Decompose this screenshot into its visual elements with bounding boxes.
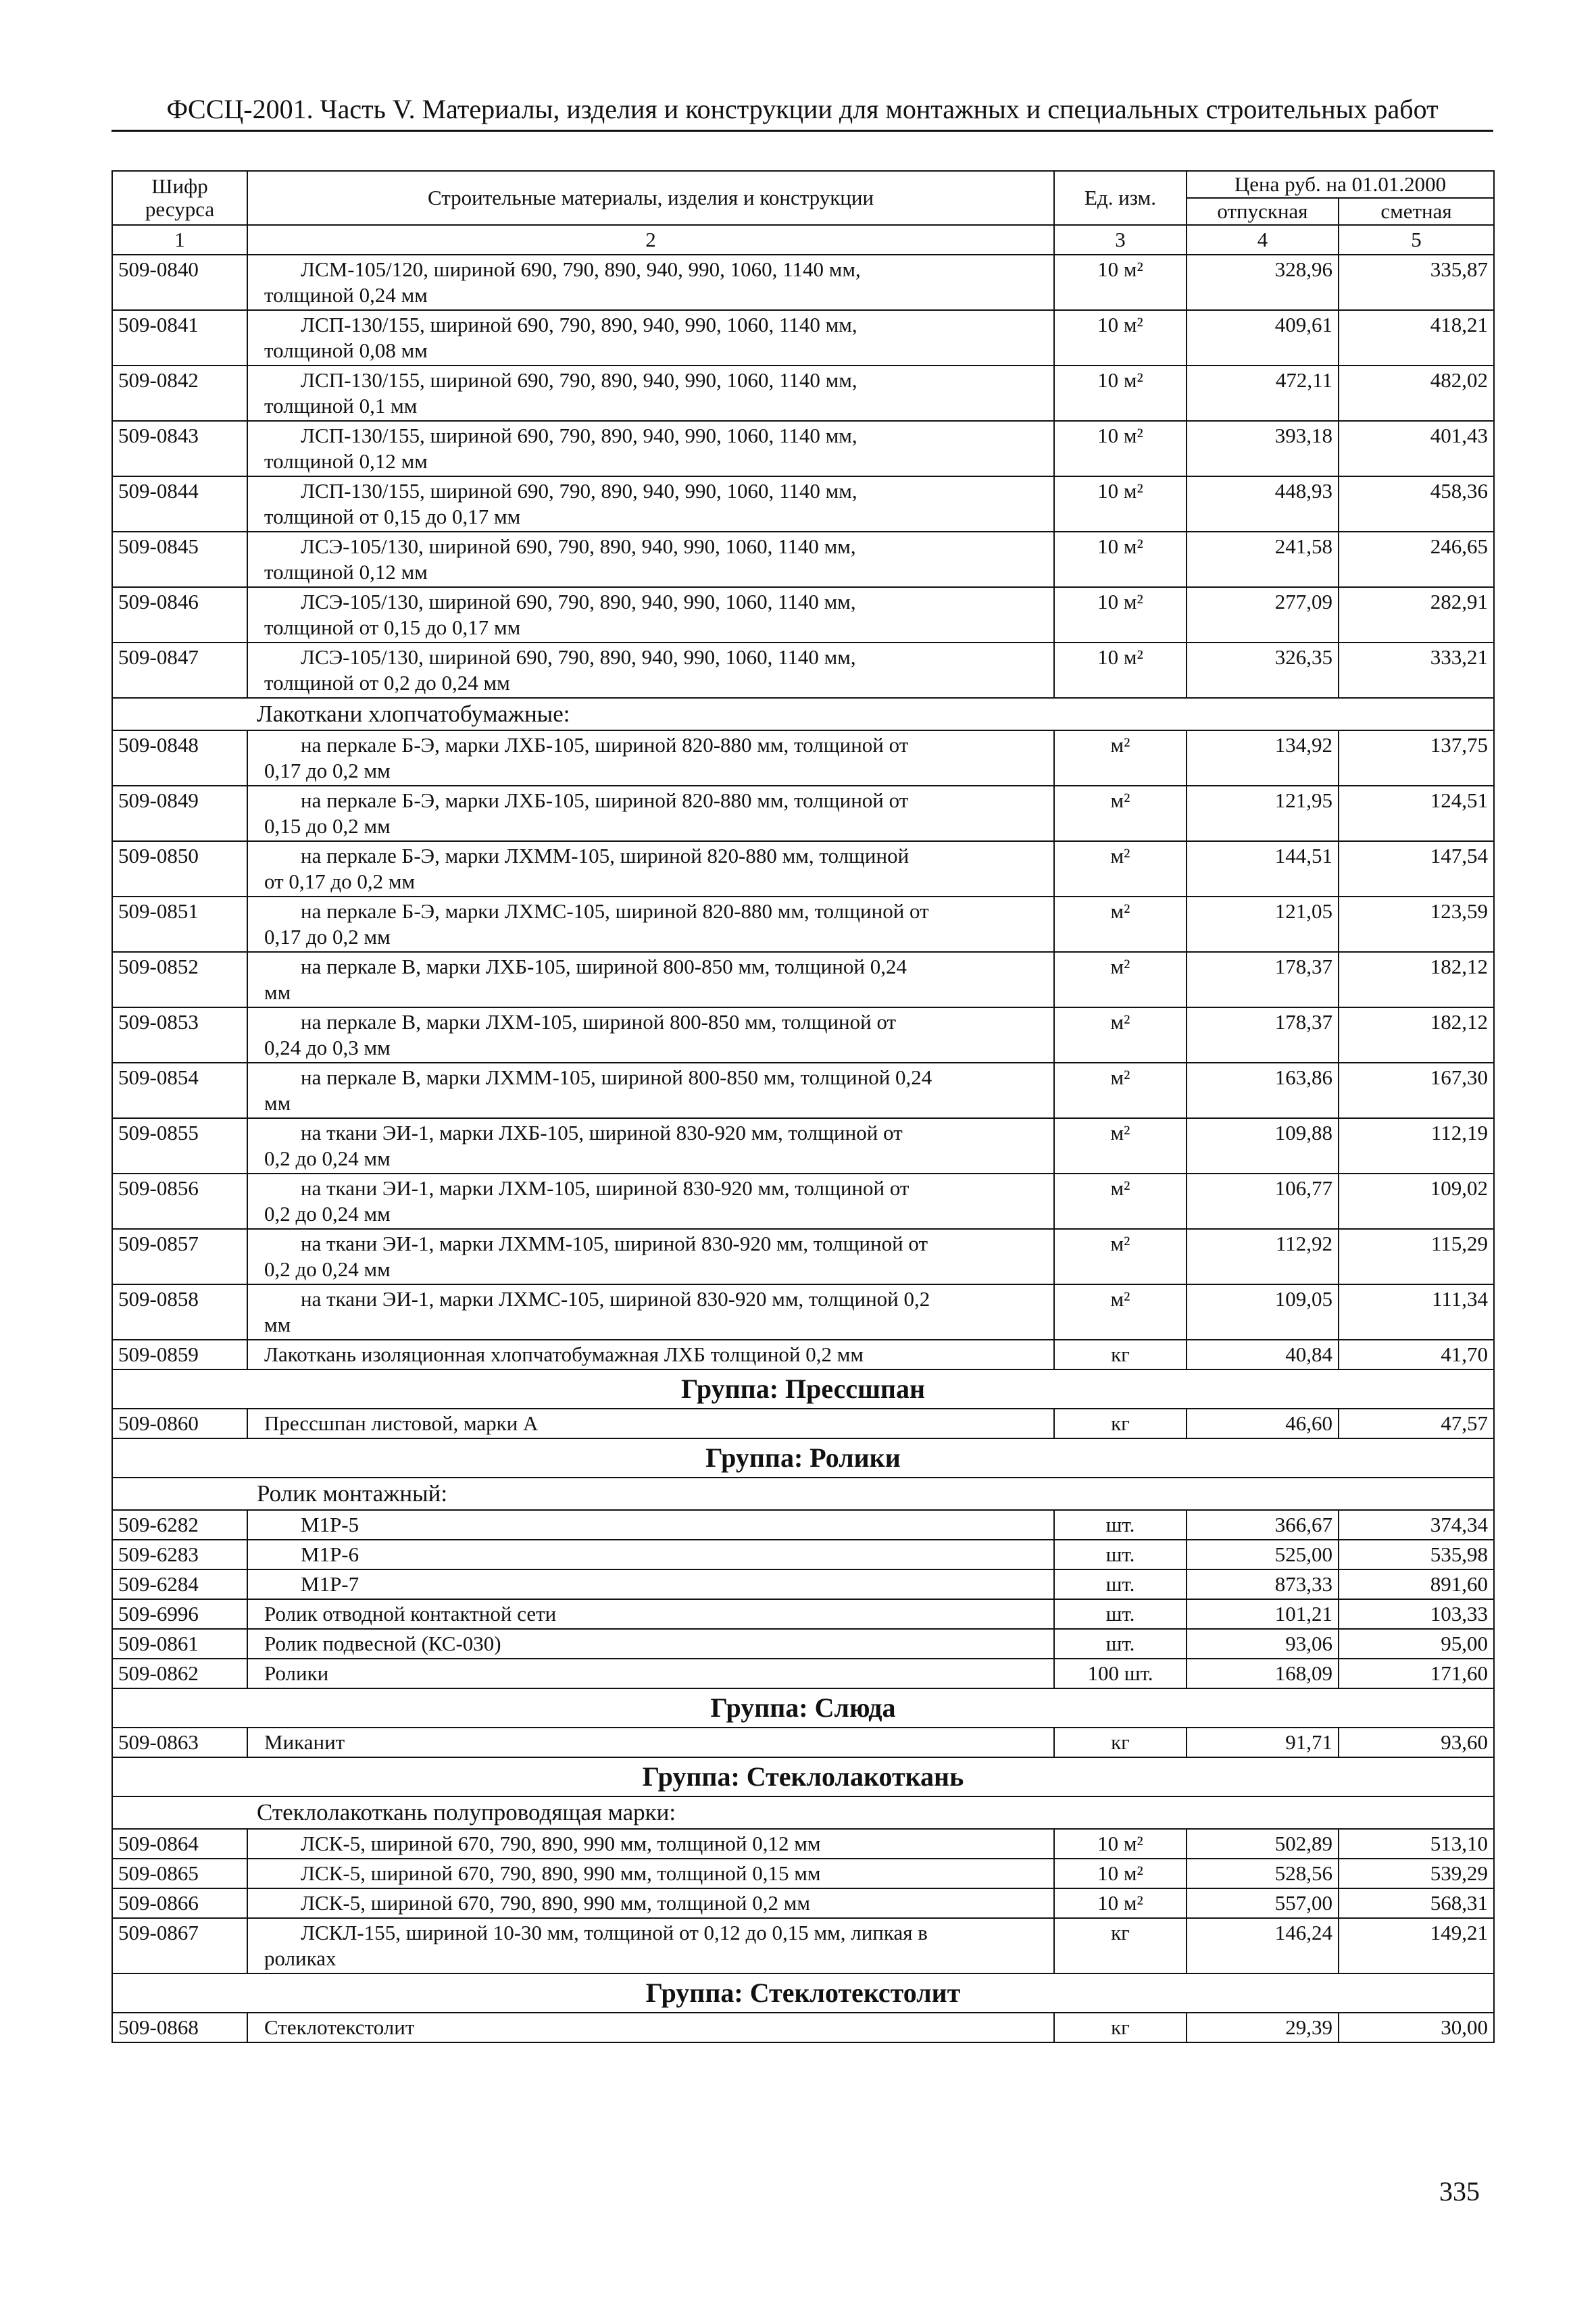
release-price: 326,35 — [1187, 643, 1339, 698]
material-name — [247, 476, 1054, 532]
material-name — [247, 1888, 1054, 1918]
name-line: толщиной 0,1 мм — [264, 394, 418, 418]
release-price: 502,89 — [1187, 1829, 1339, 1859]
material-name — [247, 730, 1054, 786]
material-name — [247, 1599, 1054, 1629]
group-row — [112, 1973, 1494, 2013]
material-name — [247, 1659, 1054, 1688]
material-name — [247, 366, 1054, 421]
estimate-price: 30,00 — [1339, 2013, 1494, 2042]
name-line: 0,17 до 0,2 мм — [264, 759, 391, 782]
table-row — [112, 1510, 1494, 1540]
group-title: Группа: Ролики — [112, 1438, 1494, 1478]
name-line: М1Р-6 — [301, 1542, 359, 1566]
material-name — [247, 643, 1054, 698]
name-line: Ролик отводной контактной сети — [264, 1602, 557, 1626]
unit: м² — [1054, 1229, 1187, 1284]
estimate-price: 124,51 — [1339, 786, 1494, 841]
name-line: на перкале Б-Э, марки ЛХММ-105, шириной 820-880 мм, толщиной — [301, 844, 909, 867]
table-row — [112, 1918, 1494, 1973]
name-line: толщиной от 0,15 до 0,17 мм — [264, 505, 521, 528]
group-row — [112, 1688, 1494, 1728]
name-line: ЛСП-130/155, шириной 690, 790, 890, 940, 990, 1060, 1140 мм, — [301, 479, 857, 503]
column-number-row — [112, 225, 1494, 255]
name-line: ЛСК-5, шириной 670, 790, 890, 990 мм, толщиной 0,15 мм — [301, 1861, 821, 1885]
unit: шт. — [1054, 1629, 1187, 1659]
estimate-price: 282,91 — [1339, 587, 1494, 643]
material-name — [247, 897, 1054, 952]
estimate-price: 182,12 — [1339, 1007, 1494, 1063]
resource-code: 509-0843 — [112, 421, 247, 476]
name-line: ЛСКЛ-155, шириной 10-30 мм, толщиной от 0,12 до 0,15 мм, липкая в — [301, 1921, 928, 1944]
resource-code: 509-0850 — [112, 841, 247, 897]
unit: м² — [1054, 1174, 1187, 1229]
name-line: толщиной 0,12 мм — [264, 560, 428, 584]
release-price: 134,92 — [1187, 730, 1339, 786]
name-line: на ткани ЭИ-1, марки ЛХММ-105, шириной 830-920 мм, толщиной от — [301, 1232, 928, 1255]
unit: 10 м² — [1054, 1888, 1187, 1918]
resource-code: 509-0862 — [112, 1659, 247, 1688]
material-name — [247, 1118, 1054, 1174]
release-price: 241,58 — [1187, 532, 1339, 587]
release-price: 168,09 — [1187, 1659, 1339, 1688]
resource-code: 509-0852 — [112, 952, 247, 1007]
estimate-price: 41,70 — [1339, 1340, 1494, 1369]
name-line: толщиной от 0,2 до 0,24 мм — [264, 671, 510, 695]
resource-code: 509-0845 — [112, 532, 247, 587]
name-line: 0,2 до 0,24 мм — [264, 1257, 391, 1281]
name-line: М1Р-7 — [301, 1572, 359, 1596]
estimate-price: 458,36 — [1339, 476, 1494, 532]
release-price: 525,00 — [1187, 1540, 1339, 1569]
estimate-price: 93,60 — [1339, 1728, 1494, 1757]
estimate-price: 115,29 — [1339, 1229, 1494, 1284]
unit: кг — [1054, 1409, 1187, 1438]
unit: кг — [1054, 1918, 1187, 1973]
material-name — [247, 786, 1054, 841]
estimate-price: 112,19 — [1339, 1118, 1494, 1174]
release-price: 557,00 — [1187, 1888, 1339, 1918]
estimate-price: 95,00 — [1339, 1629, 1494, 1659]
material-name — [247, 1229, 1054, 1284]
release-price: 277,09 — [1187, 587, 1339, 643]
name-line: на перкале В, марки ЛХМ-105, шириной 800-850 мм, толщиной от — [301, 1010, 897, 1034]
estimate-price: 401,43 — [1339, 421, 1494, 476]
estimate-price: 482,02 — [1339, 366, 1494, 421]
release-price: 472,11 — [1187, 366, 1339, 421]
release-price: 121,05 — [1187, 897, 1339, 952]
name-line: мм — [264, 1091, 291, 1115]
table-row — [112, 1629, 1494, 1659]
release-price: 29,39 — [1187, 2013, 1339, 2042]
estimate-price: 568,31 — [1339, 1888, 1494, 1918]
release-price: 163,86 — [1187, 1063, 1339, 1118]
table-row — [112, 2013, 1494, 2042]
unit: м² — [1054, 786, 1187, 841]
table-row — [112, 1540, 1494, 1569]
name-line: М1Р-5 — [301, 1513, 359, 1536]
material-name — [247, 952, 1054, 1007]
subgroup-title: Ролик монтажный: — [257, 1480, 448, 1507]
table-row — [112, 1599, 1494, 1629]
name-line: ЛСМ-105/120, шириной 690, 790, 890, 940, 990, 1060, 1140 мм, — [301, 257, 861, 281]
resource-code: 509-6282 — [112, 1510, 247, 1540]
release-price: 91,71 — [1187, 1728, 1339, 1757]
material-name — [247, 1007, 1054, 1063]
release-price: 393,18 — [1187, 421, 1339, 476]
header-rule — [111, 130, 1493, 132]
name-line: ЛСЭ-105/130, шириной 690, 790, 890, 940, 990, 1060, 1140 мм, — [301, 590, 856, 613]
table-row — [112, 1888, 1494, 1918]
col-header-name: Строительные материалы, изделия и конструкции — [247, 171, 1054, 225]
unit: 10 м² — [1054, 1859, 1187, 1888]
resource-code: 509-0841 — [112, 310, 247, 366]
material-name — [247, 1540, 1054, 1569]
release-price: 144,51 — [1187, 841, 1339, 897]
unit: 100 шт. — [1054, 1659, 1187, 1688]
table-row — [112, 310, 1494, 366]
table-row — [112, 952, 1494, 1007]
name-line: мм — [264, 1313, 291, 1336]
material-name — [247, 1284, 1054, 1340]
unit: 10 м² — [1054, 1829, 1187, 1859]
estimate-price: 167,30 — [1339, 1063, 1494, 1118]
name-line: толщиной 0,08 мм — [264, 338, 428, 362]
col-header-release-price: отпускная — [1187, 198, 1339, 225]
subgroup-row — [112, 1478, 1494, 1510]
material-name — [247, 532, 1054, 587]
resource-code: 509-0857 — [112, 1229, 247, 1284]
resource-code: 509-0863 — [112, 1728, 247, 1757]
column-number: 2 — [247, 225, 1054, 255]
unit: 10 м² — [1054, 643, 1187, 698]
material-name — [247, 1918, 1054, 1973]
estimate-price: 137,75 — [1339, 730, 1494, 786]
material-name — [247, 1859, 1054, 1888]
col-header-price: Цена руб. на 01.01.2000 — [1187, 171, 1494, 198]
column-number: 5 — [1339, 225, 1494, 255]
unit: м² — [1054, 952, 1187, 1007]
group-title: Группа: Слюда — [112, 1688, 1494, 1728]
table-row — [112, 730, 1494, 786]
unit: шт. — [1054, 1540, 1187, 1569]
release-price: 448,93 — [1187, 476, 1339, 532]
unit: 10 м² — [1054, 310, 1187, 366]
table-row — [112, 421, 1494, 476]
unit: кг — [1054, 1340, 1187, 1369]
material-name — [247, 1829, 1054, 1859]
unit: м² — [1054, 1063, 1187, 1118]
release-price: 109,05 — [1187, 1284, 1339, 1340]
group-row — [112, 1369, 1494, 1409]
name-line: на перкале В, марки ЛХММ-105, шириной 800-850 мм, толщиной 0,24 — [301, 1065, 932, 1089]
unit: шт. — [1054, 1599, 1187, 1629]
table-row — [112, 587, 1494, 643]
material-name — [247, 1510, 1054, 1540]
unit: м² — [1054, 1118, 1187, 1174]
column-number: 1 — [112, 225, 247, 255]
name-line: на перкале Б-Э, марки ЛХБ-105, шириной 820-880 мм, толщиной от — [301, 733, 909, 757]
table-row — [112, 1659, 1494, 1688]
resource-code: 509-6284 — [112, 1569, 247, 1599]
release-price: 93,06 — [1187, 1629, 1339, 1659]
name-line: на перкале В, марки ЛХБ-105, шириной 800-850 мм, толщиной 0,24 — [301, 955, 907, 978]
resource-code: 509-0861 — [112, 1629, 247, 1659]
estimate-price: 513,10 — [1339, 1829, 1494, 1859]
estimate-price: 171,60 — [1339, 1659, 1494, 1688]
estimate-price: 147,54 — [1339, 841, 1494, 897]
table-row — [112, 1569, 1494, 1599]
name-line: роликах — [264, 1946, 336, 1970]
resource-code: 509-0860 — [112, 1409, 247, 1438]
unit: м² — [1054, 1007, 1187, 1063]
resource-code: 509-0854 — [112, 1063, 247, 1118]
table-row — [112, 1118, 1494, 1174]
release-price: 46,60 — [1187, 1409, 1339, 1438]
table-row — [112, 1340, 1494, 1369]
name-line: 0,2 до 0,24 мм — [264, 1202, 391, 1226]
material-name — [247, 421, 1054, 476]
col-header-unit: Ед. изм. — [1054, 171, 1187, 225]
resource-code: 509-0851 — [112, 897, 247, 952]
release-price: 40,84 — [1187, 1340, 1339, 1369]
release-price: 178,37 — [1187, 952, 1339, 1007]
name-line: Миканит — [264, 1730, 345, 1754]
name-line: на перкале Б-Э, марки ЛХМС-105, шириной 820-880 мм, толщиной от — [301, 899, 929, 923]
table-row — [112, 366, 1494, 421]
name-line: ЛСК-5, шириной 670, 790, 890, 990 мм, толщиной 0,2 мм — [301, 1891, 810, 1915]
resource-code: 509-6283 — [112, 1540, 247, 1569]
estimate-price: 374,34 — [1339, 1510, 1494, 1540]
unit: м² — [1054, 730, 1187, 786]
name-line: на ткани ЭИ-1, марки ЛХБ-105, шириной 830-920 мм, толщиной от — [301, 1121, 903, 1145]
name-line: ЛСК-5, шириной 670, 790, 890, 990 мм, толщиной 0,12 мм — [301, 1832, 821, 1855]
unit: 10 м² — [1054, 532, 1187, 587]
resource-code: 509-0847 — [112, 643, 247, 698]
table-row — [112, 1007, 1494, 1063]
name-line: Стеклотекстолит — [264, 2015, 415, 2039]
material-name — [247, 587, 1054, 643]
table-row — [112, 1174, 1494, 1229]
subgroup-title: Лакоткани хлопчатобумажные: — [257, 701, 570, 727]
name-line: толщиной от 0,15 до 0,17 мм — [264, 615, 521, 639]
release-price: 328,96 — [1187, 255, 1339, 310]
resource-code: 509-0848 — [112, 730, 247, 786]
release-price: 112,92 — [1187, 1229, 1339, 1284]
material-name — [247, 1629, 1054, 1659]
name-line: 0,17 до 0,2 мм — [264, 925, 391, 949]
name-line: на ткани ЭИ-1, марки ЛХМ-105, шириной 830-920 мм, толщиной от — [301, 1176, 909, 1200]
resource-code: 509-0844 — [112, 476, 247, 532]
group-title: Группа: Стеклолакоткань — [112, 1757, 1494, 1796]
resource-code: 509-0842 — [112, 366, 247, 421]
table-row — [112, 786, 1494, 841]
name-line: ЛСЭ-105/130, шириной 690, 790, 890, 940, 990, 1060, 1140 мм, — [301, 534, 856, 558]
name-line: 0,24 до 0,3 мм — [264, 1036, 391, 1059]
name-line: Ролики — [264, 1661, 329, 1685]
resource-code: 509-0858 — [112, 1284, 247, 1340]
resource-code: 509-0867 — [112, 1918, 247, 1973]
name-line: ЛСП-130/155, шириной 690, 790, 890, 940, 990, 1060, 1140 мм, — [301, 368, 857, 392]
resource-code: 509-0868 — [112, 2013, 247, 2042]
material-name — [247, 1340, 1054, 1369]
unit: кг — [1054, 1728, 1187, 1757]
page-number: 335 — [1439, 2176, 1480, 2207]
estimate-price: 123,59 — [1339, 897, 1494, 952]
group-row — [112, 1757, 1494, 1796]
material-name — [247, 1569, 1054, 1599]
resource-code: 509-0849 — [112, 786, 247, 841]
unit: 10 м² — [1054, 476, 1187, 532]
estimate-price: 535,98 — [1339, 1540, 1494, 1569]
unit: 10 м² — [1054, 366, 1187, 421]
table-row — [112, 1229, 1494, 1284]
unit: 10 м² — [1054, 587, 1187, 643]
release-price: 106,77 — [1187, 1174, 1339, 1229]
resource-code: 509-0859 — [112, 1340, 247, 1369]
name-line: 0,15 до 0,2 мм — [264, 814, 391, 838]
release-price: 101,21 — [1187, 1599, 1339, 1629]
col-header-code: Шифр ресурса — [112, 171, 247, 225]
resource-code: 509-0846 — [112, 587, 247, 643]
release-price: 109,88 — [1187, 1118, 1339, 1174]
estimate-price: 103,33 — [1339, 1599, 1494, 1629]
release-price: 366,67 — [1187, 1510, 1339, 1540]
unit: 10 м² — [1054, 255, 1187, 310]
resource-code: 509-0856 — [112, 1174, 247, 1229]
resource-code: 509-0866 — [112, 1888, 247, 1918]
unit: м² — [1054, 1284, 1187, 1340]
release-price: 146,24 — [1187, 1918, 1339, 1973]
estimate-price: 418,21 — [1339, 310, 1494, 366]
resource-code: 509-6996 — [112, 1599, 247, 1629]
material-name — [247, 841, 1054, 897]
name-line: толщиной 0,24 мм — [264, 283, 428, 307]
group-row — [112, 1438, 1494, 1478]
estimate-price: 891,60 — [1339, 1569, 1494, 1599]
estimate-price: 149,21 — [1339, 1918, 1494, 1973]
unit: м² — [1054, 897, 1187, 952]
resource-code: 509-0864 — [112, 1829, 247, 1859]
name-line: толщиной 0,12 мм — [264, 449, 428, 473]
page-header-title: ФССЦ-2001. Часть V. Материалы, изделия и конструкции для монтажных и специальных строительных работ — [166, 94, 1439, 124]
table-row — [112, 1284, 1494, 1340]
subgroup-row — [112, 1796, 1494, 1829]
release-price: 528,56 — [1187, 1859, 1339, 1888]
table-row — [112, 1409, 1494, 1438]
name-line: 0,2 до 0,24 мм — [264, 1147, 391, 1170]
group-title: Группа: Прессшпан — [112, 1369, 1494, 1409]
estimate-price: 47,57 — [1339, 1409, 1494, 1438]
material-name — [247, 255, 1054, 310]
estimate-price: 539,29 — [1339, 1859, 1494, 1888]
subgroup-row — [112, 698, 1494, 730]
table-row — [112, 897, 1494, 952]
table-row — [112, 476, 1494, 532]
col-header-estimate-price: сметная — [1339, 198, 1494, 225]
table-row — [112, 643, 1494, 698]
subgroup-title: Стеклолакоткань полупроводящая марки: — [257, 1799, 676, 1826]
material-name — [247, 1409, 1054, 1438]
estimate-price: 109,02 — [1339, 1174, 1494, 1229]
material-name — [247, 310, 1054, 366]
name-line: ЛСЭ-105/130, шириной 690, 790, 890, 940, 990, 1060, 1140 мм, — [301, 645, 856, 669]
release-price: 873,33 — [1187, 1569, 1339, 1599]
estimate-price: 335,87 — [1339, 255, 1494, 310]
name-line: ЛСП-130/155, шириной 690, 790, 890, 940, 990, 1060, 1140 мм, — [301, 424, 857, 447]
price-table — [111, 170, 1495, 2043]
name-line: мм — [264, 980, 291, 1004]
name-line: Ролик подвесной (КС-030) — [264, 1632, 501, 1655]
name-line: на перкале Б-Э, марки ЛХБ-105, шириной 820-880 мм, толщиной от — [301, 788, 909, 812]
table-row — [112, 1063, 1494, 1118]
resource-code: 509-0840 — [112, 255, 247, 310]
estimate-price: 333,21 — [1339, 643, 1494, 698]
table-row — [112, 255, 1494, 310]
unit: шт. — [1054, 1569, 1187, 1599]
estimate-price: 111,34 — [1339, 1284, 1494, 1340]
resource-code: 509-0853 — [112, 1007, 247, 1063]
table-row — [112, 1859, 1494, 1888]
material-name — [247, 1728, 1054, 1757]
table-row — [112, 1829, 1494, 1859]
table-header-row — [112, 171, 1494, 198]
name-line: Прессшпан листовой, марки А — [264, 1411, 539, 1435]
release-price: 409,61 — [1187, 310, 1339, 366]
release-price: 178,37 — [1187, 1007, 1339, 1063]
name-line: ЛСП-130/155, шириной 690, 790, 890, 940, 990, 1060, 1140 мм, — [301, 313, 857, 336]
unit: шт. — [1054, 1510, 1187, 1540]
release-price: 121,95 — [1187, 786, 1339, 841]
unit: м² — [1054, 841, 1187, 897]
table-row — [112, 532, 1494, 587]
unit: 10 м² — [1054, 421, 1187, 476]
estimate-price: 182,12 — [1339, 952, 1494, 1007]
resource-code: 509-0855 — [112, 1118, 247, 1174]
group-title: Группа: Стеклотекстолит — [112, 1973, 1494, 2013]
material-name — [247, 2013, 1054, 2042]
column-number: 4 — [1187, 225, 1339, 255]
material-name — [247, 1063, 1054, 1118]
estimate-price: 246,65 — [1339, 532, 1494, 587]
unit: кг — [1054, 2013, 1187, 2042]
name-line: на ткани ЭИ-1, марки ЛХМС-105, шириной 830-920 мм, толщиной 0,2 — [301, 1287, 930, 1311]
table-row — [112, 841, 1494, 897]
name-line: Лакоткань изоляционная хлопчатобумажная ЛХБ толщиной 0,2 мм — [264, 1342, 864, 1366]
name-line: от 0,17 до 0,2 мм — [264, 870, 416, 893]
resource-code: 509-0865 — [112, 1859, 247, 1888]
table-row — [112, 1728, 1494, 1757]
column-number: 3 — [1054, 225, 1187, 255]
material-name — [247, 1174, 1054, 1229]
